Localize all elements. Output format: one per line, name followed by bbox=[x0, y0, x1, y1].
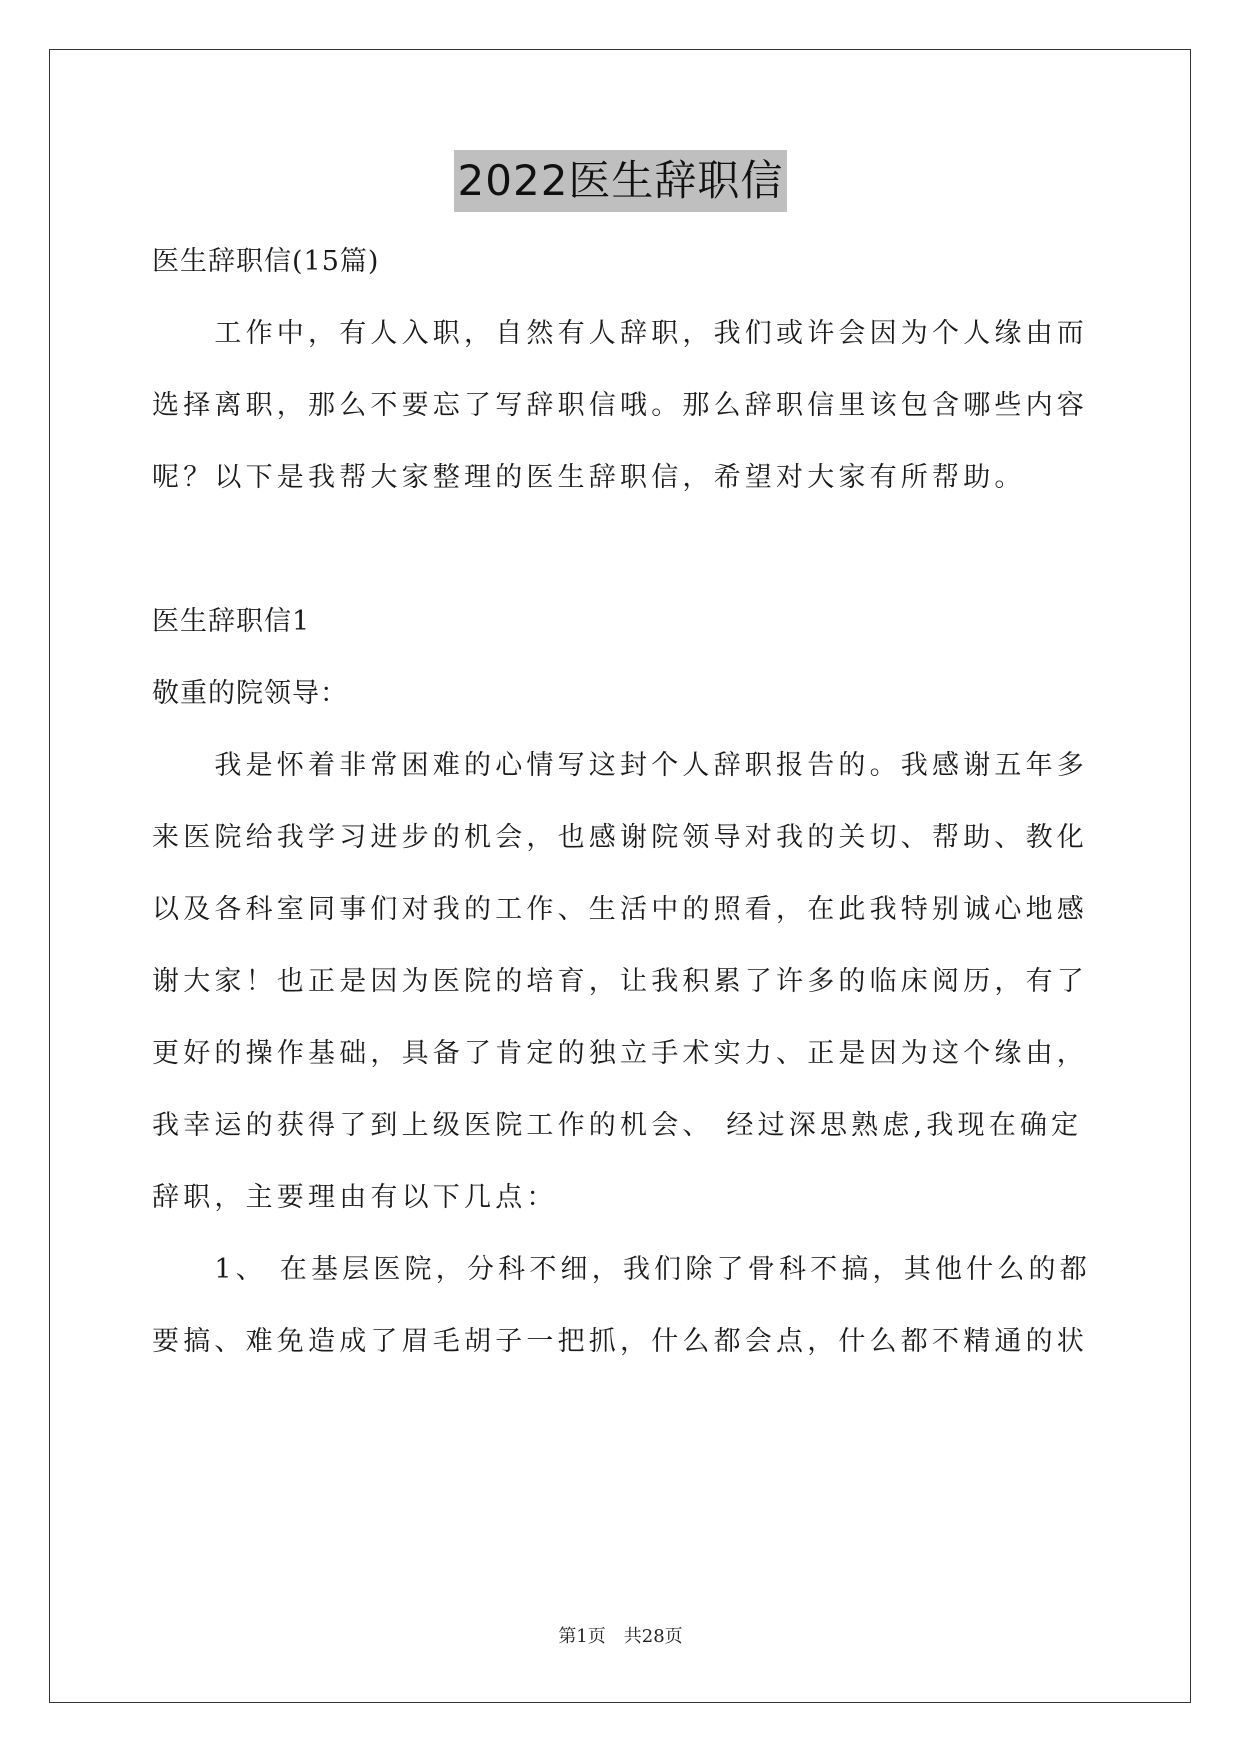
intro-line-3: 呢？以下是我帮大家整理的医生辞职信，希望对大家有所帮助。 bbox=[152, 462, 1026, 493]
intro-line-2: 选择离职，那么不要忘了写辞职信哦。那么辞职信里该包含哪些内容 bbox=[152, 390, 1088, 421]
page-number-footer: 第1页 共28页 bbox=[558, 1626, 683, 1647]
section-heading: 医生辞职信1 bbox=[152, 606, 311, 637]
body-line-6: 我幸运的获得了到上级医院工作的机会、 经过深思熟虑,我现在确定 bbox=[152, 1110, 1083, 1141]
document-title: 2022医生辞职信 bbox=[454, 150, 788, 212]
body-line-9: 要搞、难免造成了眉毛胡子一把抓，什么都会点，什么都不精通的状 bbox=[152, 1326, 1088, 1357]
body-line-2: 来医院给我学习进步的机会，也感谢院领导对我的关切、帮助、教化 bbox=[152, 822, 1088, 853]
page-border bbox=[49, 49, 1191, 1703]
body-line-3: 以及各科室同事们对我的工作、生活中的照看，在此我特别诚心地感 bbox=[152, 894, 1088, 925]
salutation: 敬重的院领导： bbox=[152, 678, 348, 709]
body-line-5: 更好的操作基础，具备了肯定的独立手术实力、正是因为这个缘由， bbox=[152, 1038, 1088, 1069]
body-line-4: 谢大家！也正是因为医院的培育，让我积累了许多的临床阅历，有了 bbox=[152, 966, 1088, 997]
title-container bbox=[0, 150, 1241, 212]
body-line-7: 辞职，主要理由有以下几点： bbox=[152, 1182, 558, 1213]
body-line-8: 1、 在基层医院，分科不细，我们除了骨科不搞，其他什么的都 bbox=[152, 1254, 1091, 1285]
intro-line-1: 工作中，有人入职，自然有人辞职，我们或许会因为个人缘由而 bbox=[152, 318, 1088, 349]
body-line-1: 我是怀着非常困难的心情写这封个人辞职报告的。我感谢五年多 bbox=[152, 750, 1088, 781]
document-subtitle: 医生辞职信(15篇) bbox=[152, 246, 380, 277]
